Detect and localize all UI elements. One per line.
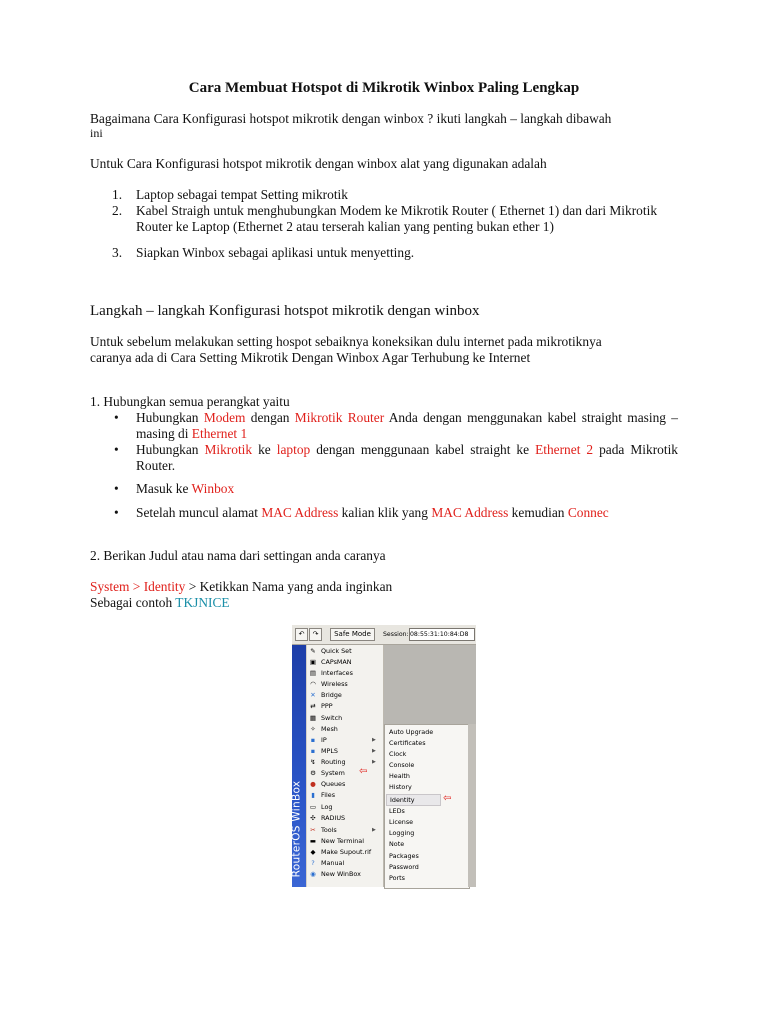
red-arrow-icon: ⇦ [443,793,452,804]
mpls-icon: ▪ [310,747,316,755]
path-separator: > [129,579,144,594]
highlight-mac-address: MAC Address [261,505,339,520]
highlight-mac-address: MAC Address [431,505,509,520]
menu-item-ip[interactable]: ▪ IP ▶ [310,736,376,744]
interfaces-icon: ▤ [309,669,317,677]
submenu-item-note[interactable]: Note [389,840,405,848]
log-icon: ▭ [309,803,317,811]
example-value: TKJNICE [175,595,230,610]
mesh-icon: ✧ [310,725,316,733]
example-label: Sebagai contoh [90,595,176,610]
menu-item-quick-set[interactable]: ✎ Quick Set [310,647,352,655]
menu-item-new-terminal[interactable]: ▬ New Terminal [309,837,364,845]
wireless-icon: ◠ [310,680,316,688]
list-text: Siapkan Winbox sebagai aplikasi untuk menyetting. [136,245,415,260]
winbox-main-menu [307,645,384,887]
workspace-area [384,645,476,724]
highlight-ethernet-2: Ethernet 2 [535,442,594,457]
radius-icon: ✣ [310,814,316,822]
list-number: 1. [112,187,123,202]
menu-item-bridge[interactable]: ✕ Bridge [310,691,342,699]
menu-item-wireless[interactable]: ◠ Wireless [310,680,348,688]
bridge-icon: ✕ [310,691,316,699]
list-text: Kabel Straigh untuk menghubungkan Modem ke Mikrotik Router ( Ethernet 1) dan dari Mikrotik Router ke Laptop (Ethernet 2 atau terserah kalian yang penting bukan ether 1) [136,203,658,234]
system-submenu [384,724,470,889]
submenu-item-password[interactable]: Password [389,863,419,871]
step1-heading: 1. Hubungkan semua perangkat yaitu [90,394,290,409]
highlight-connect: Connec [567,505,609,520]
queues-icon: ● [310,780,316,788]
quick-set-icon: ✎ [310,647,316,655]
winbox-icon: ◉ [310,870,316,878]
path-identity: Identity [143,579,186,594]
menu-item-make-supout[interactable]: ◆ Make Supout.rif [310,848,372,856]
bullet-item: • Setelah muncul alamat MAC Address kalian klik yang MAC Address kemudian Connec [114,505,609,520]
menu-item-tools[interactable]: ✂ Tools ▶ [310,826,376,834]
files-icon: ▮ [311,791,315,799]
winbox-toolbar [292,625,476,645]
list-item [90,245,680,261]
bullet-icon: • [114,410,119,425]
intro-line-1: Bagaimana Cara Konfigurasi hotspot mikrotik dengan winbox ? ikuti langkah – langkah dibawah [90,111,612,126]
list-item [90,187,680,203]
bullet-item: • Hubungkan Mikrotik ke laptop dengan menggunaan kabel straight ke Ethernet 2 pada Mikrotik Router. [114,442,678,473]
ip-icon: ▪ [310,736,316,744]
bullet-icon: • [114,481,119,496]
list-text: Laptop sebagai tempat Setting mikrotik [136,187,348,202]
submenu-arrow-icon: ▶ [372,759,376,765]
highlight-modem: Modem [203,410,246,425]
menu-item-mpls[interactable]: ▪ MPLS ▶ [310,747,376,755]
menu-path [90,579,680,595]
winbox-brand-text: RouterOS WinBox [290,780,303,878]
page-title: Cara Membuat Hotspot di Mikrotik Winbox Paling Lengkap [188,80,580,96]
highlight-mikrotik: Mikrotik [204,442,253,457]
menu-item-files[interactable]: ▮ Files [307,790,381,800]
submenu-item-packages[interactable]: Packages [389,852,419,860]
menu-item-log[interactable]: ▭ Log [309,803,333,811]
example-line [90,595,680,611]
winbox-brand-bar [292,645,306,887]
terminal-icon: ▬ [309,837,317,845]
menu-item-mesh[interactable]: ✧ Mesh [310,725,338,733]
bullet-item: • Masuk ke Winbox [114,481,235,496]
submenu-item-health[interactable]: Health [389,772,410,780]
bullet-icon: • [114,505,119,520]
pre-note [90,334,680,366]
highlight-mikrotik-router: Mikrotik Router [294,410,385,425]
list-number: 2. [112,203,123,218]
step1-bullets [90,410,678,521]
submenu-item-logging[interactable]: Logging [389,829,415,837]
red-arrow-icon: ⇦ [359,766,368,777]
menu-item-queues[interactable]: ● Queues [310,780,346,788]
menu-item-capsman[interactable]: ▣ CAPsMAN [309,658,352,666]
tools-list [90,187,680,261]
intro-paragraph [90,111,680,139]
submenu-item-certificates[interactable]: Certificates [389,739,426,747]
routing-icon: ↯ [310,758,316,766]
menu-item-new-winbox[interactable]: ◉ New WinBox [310,870,361,878]
menu-item-interfaces[interactable]: ▤ Interfaces [309,669,353,677]
menu-item-radius[interactable]: ✣ RADIUS [310,814,346,822]
step2-heading: 2. Berikan Judul atau nama dari settingan anda caranya [90,548,386,563]
pre-note-line-2: caranya ada di Cara Setting Mikrotik Dengan Winbox Agar Terhubung ke Internet [90,350,531,365]
window-edge [468,724,476,887]
pre-note-line-1: Untuk sebelum melakukan setting hospot sebaiknya koneksikan dulu internet pada mikrotiknya [90,334,602,349]
bullet-item: • Hubungkan Modem dengan Mikrotik Router Anda dengan menggunakan kabel straight masing – masing di Ethernet 1 [114,410,678,441]
highlight-ethernet-1: Ethernet 1 [191,426,248,441]
submenu-arrow-icon: ▶ [372,748,376,754]
submenu-item-license[interactable]: License [389,818,414,826]
path-rest: > Ketikkan Nama yang anda inginkan [185,579,393,594]
submenu-item-ports[interactable]: Ports [389,874,405,882]
manual-icon: ? [311,859,315,867]
list-item [90,203,680,235]
menu-item-ppp[interactable]: ⇄ PPP [310,702,333,710]
submenu-item-clock[interactable]: Clock [389,750,407,758]
undo-icon[interactable]: ↶ [295,628,308,641]
list-number: 3. [112,245,123,260]
redo-icon[interactable]: ↷ [309,628,322,641]
menu-item-manual[interactable]: ? Manual [307,858,381,868]
ppp-icon: ⇄ [310,702,316,710]
submenu-item-console[interactable]: Console [389,761,415,769]
capsman-icon: ▣ [309,658,317,666]
submenu-arrow-icon: ▶ [372,827,376,833]
path-system: System [90,579,130,594]
system-icon: ⚙ [310,769,316,777]
session-input[interactable]: 08:55:31:10:84:D8 [409,628,475,641]
safe-mode-button[interactable]: Safe Mode [330,628,375,641]
highlight-winbox: Winbox [191,481,235,496]
tools-intro: Untuk Cara Konfigurasi hotspot mikrotik dengan winbox alat yang digunakan adalah [90,156,547,171]
winbox-screenshot [292,625,476,887]
highlight-laptop: laptop [276,442,311,457]
submenu-item-leds[interactable]: LEDs [389,807,405,815]
menu-item-switch[interactable]: ▦ Switch [309,714,343,722]
submenu-item-history[interactable]: History [389,783,412,791]
submenu-item-auto-upgrade[interactable]: Auto Upgrade [389,728,434,736]
supout-icon: ◆ [310,848,316,856]
menu-item-routing[interactable]: ↯ Routing ▶ [310,758,376,766]
submenu-arrow-icon: ▶ [372,737,376,743]
intro-line-2: ini [90,126,103,140]
submenu-item-identity[interactable]: Identity ⇦ [386,794,441,806]
session-label: Session: [383,631,409,638]
switch-icon: ▦ [309,714,317,722]
bullet-icon: • [114,442,119,457]
section-heading: Langkah – langkah Konfigurasi hotspot mikrotik dengan winbox [90,303,480,319]
menu-item-system[interactable]: ⚙ System ⇦ [310,766,368,777]
tools-icon: ✂ [310,826,316,834]
